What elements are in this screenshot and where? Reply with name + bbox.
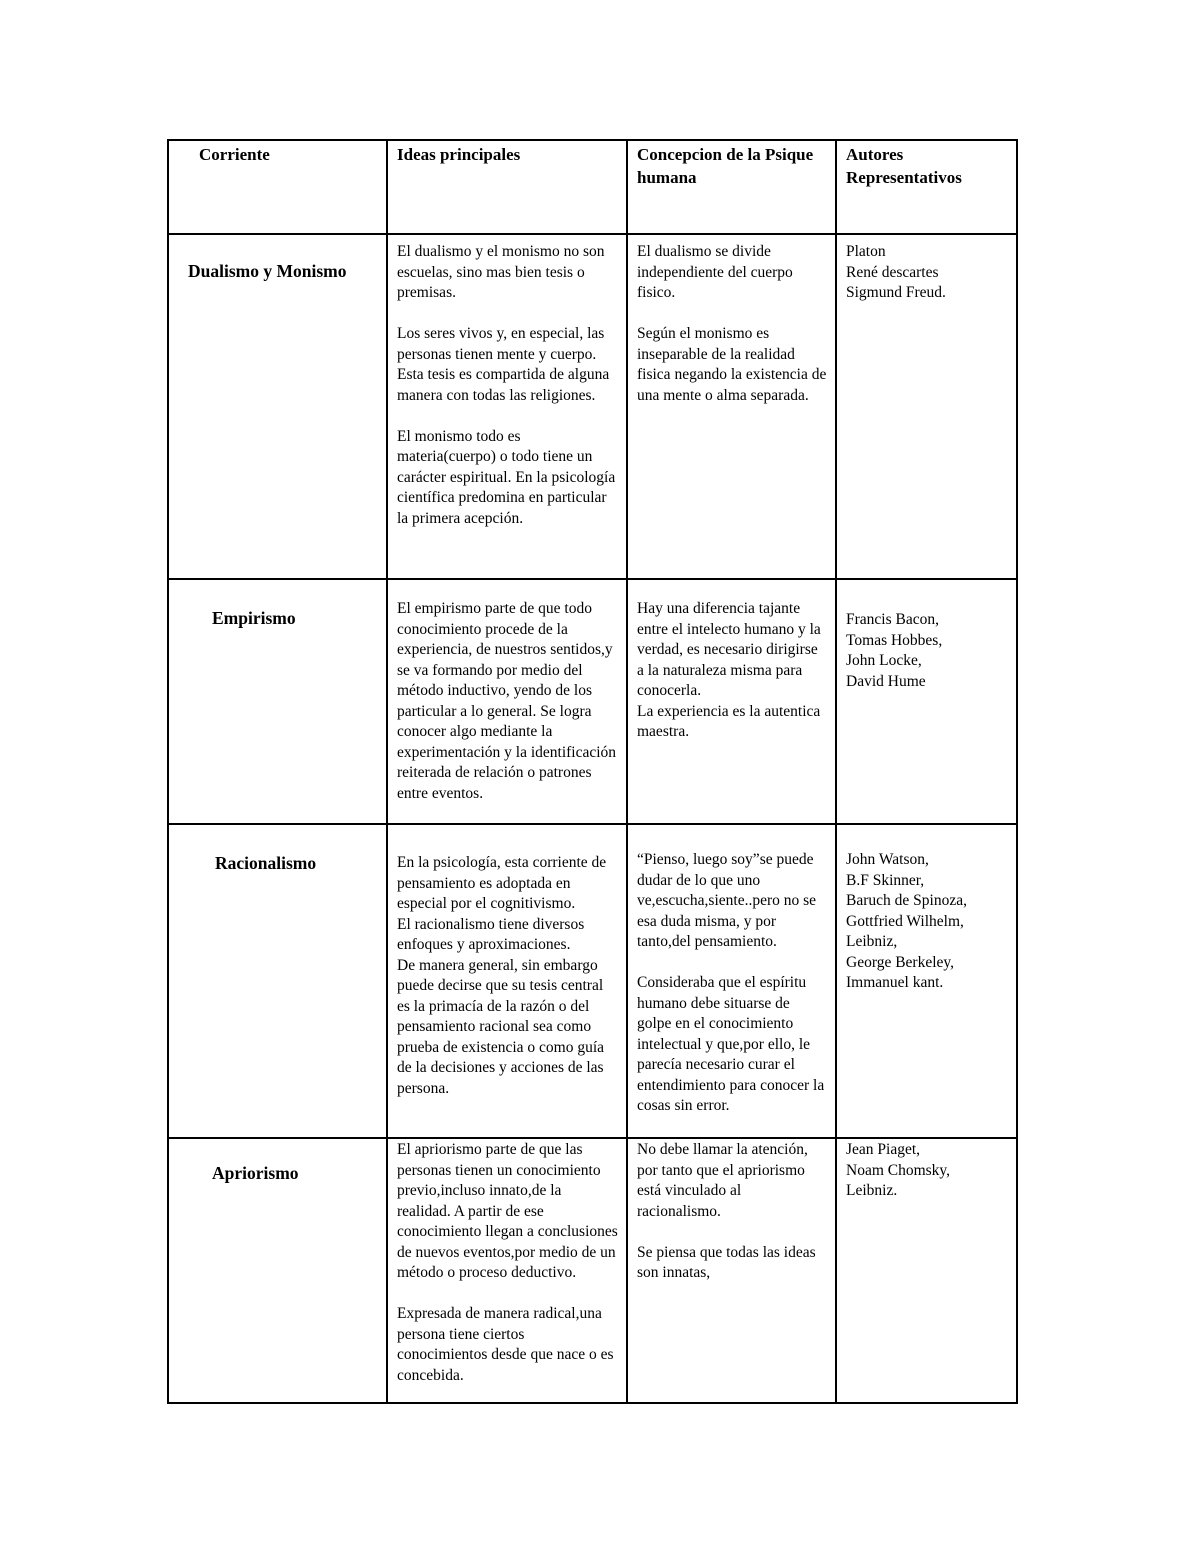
header-row [168, 140, 1017, 234]
concepcion-cell [627, 1138, 836, 1403]
ideas-paragraph [397, 1140, 618, 1284]
ideas-text-line: Expresada de manera radical,una persona tiene ciertos conocimientos desde que nace o es concebida. [397, 1305, 614, 1384]
ideas-text-line: El apriorismo parte de que las personas tienen un conocimiento previo,incluso innato,de la realidad. A partir de ese conocimiento llegan a conclusiones de nuevos eventos,por medio de un método o proceso deductivo. [397, 1141, 618, 1281]
ideas-cell [387, 1138, 627, 1403]
concepcion-paragraph [637, 599, 827, 743]
header-concepcion: Concepcion de la Psique humana [627, 140, 836, 234]
ideas-text-line: Los seres vivos y, en especial, las personas tienen mente y cuerpo. [397, 325, 605, 363]
table-row [168, 1138, 1017, 1403]
autores-text-line: Leibniz. [846, 1182, 898, 1199]
concepcion-cell [627, 579, 836, 824]
autores-text-line: John Locke, [846, 652, 922, 669]
autores-paragraph [846, 1140, 1008, 1202]
header-autores: Autores Representativos [836, 140, 1017, 234]
table-row [168, 824, 1017, 1138]
autores-paragraph [846, 242, 1008, 304]
header-corriente: Corriente [168, 140, 387, 234]
autores-text-line: Leibniz, [846, 933, 898, 950]
concepcion-cell [627, 824, 836, 1138]
autores-text-line: Noam Chomsky, [846, 1161, 951, 1179]
ideas-paragraph [397, 599, 618, 804]
ideas-text-line: En la psicología, esta corriente de pensamiento es adoptada en especial por el cognitivismo. [397, 854, 607, 912]
ideas-cell [387, 579, 627, 824]
concepcion-text-line: “Pienso, luego soy”se puede dudar de lo que uno ve,escucha,siente..pero no se esa duda misma, y por tanto,del pensamiento. [637, 851, 817, 950]
autores-text-line: René descartes [846, 263, 939, 281]
autores-text-line: Platon [846, 243, 886, 260]
concepcion-text-line: Consideraba que el espíritu humano debe situarse de golpe en el conocimiento intelectual y que,por ello, le parecía necesario curar el entendimiento para conocer la cosas sin error. [637, 974, 825, 1114]
ideas-paragraph [397, 853, 618, 1099]
corriente-name: Dualismo y Monismo [188, 261, 347, 281]
autores-text-line: Immanuel kant. [846, 974, 944, 991]
ideas-text-line: De manera general, sin embargo puede decirse que su tesis central es la primacía de la razón o del pensamiento racional sea como prueba de existencia o como guía de la decisiones y acciones de las persona. [397, 956, 605, 1097]
ideas-paragraph [397, 242, 618, 304]
concepcion-cell [627, 234, 836, 579]
concepcion-paragraph [637, 850, 827, 953]
corriente-name: Racionalismo [215, 853, 317, 873]
corriente-cell [168, 579, 387, 824]
autores-text-line: Francis Bacon, [846, 611, 939, 628]
ideas-text-line: Esta tesis es compartida de alguna manera con todas las religiones. [397, 366, 610, 404]
ideas-text-line: El monismo todo es materia(cuerpo) o todo tiene un carácter espiritual. En la psicología científica predomina en particular la primera acepción. [397, 427, 616, 527]
concepcion-paragraph [637, 324, 827, 406]
autores-text-line: John Watson, [846, 851, 929, 868]
concepcion-paragraph [637, 242, 827, 304]
autores-text-line: Jean Piaget, [846, 1141, 921, 1158]
autores-text-line: Sigmund Freud. [846, 284, 946, 301]
ideas-paragraph [397, 427, 618, 530]
concepcion-text-line: Según el monismo es inseparable de la realidad fisica negando la existencia de una mente o alma separada. [637, 325, 827, 404]
autores-paragraph [846, 850, 1008, 994]
concepcion-text-line: El dualismo se divide independiente del cuerpo fisico. [637, 243, 793, 301]
autores-text-line: Tomas Hobbes, [846, 631, 943, 649]
autores-text-line: George Berkeley, [846, 953, 955, 971]
ideas-paragraph [397, 1304, 618, 1386]
header-ideas: Ideas principales [387, 140, 627, 234]
autores-cell [836, 1138, 1017, 1403]
autores-cell [836, 579, 1017, 824]
ideas-cell [387, 824, 627, 1138]
corriente-cell [168, 234, 387, 579]
ideas-cell [387, 234, 627, 579]
corriente-name: Empirismo [212, 608, 296, 628]
concepcion-text-line: La experiencia es la autentica maestra. [637, 702, 821, 740]
autores-cell [836, 824, 1017, 1138]
corrientes-table [167, 139, 1018, 1404]
autores-cell [836, 234, 1017, 579]
concepcion-paragraph [637, 1140, 827, 1222]
corriente-cell [168, 1138, 387, 1403]
concepcion-paragraph [637, 1243, 827, 1284]
concepcion-text-line: Hay una diferencia tajante entre el intelecto humano y la verdad, es necesario dirigirse a la naturaleza misma para conocerla. [637, 600, 821, 699]
table-row [168, 234, 1017, 579]
concepcion-text-line: Se piensa que todas las ideas son innatas, [637, 1243, 816, 1281]
ideas-text-line: El racionalismo tiene diversos enfoques y aproximaciones. [397, 915, 585, 953]
corriente-cell [168, 824, 387, 1138]
concepcion-text-line: No debe llamar la atención, por tanto que el apriorismo está vinculado al racionalismo. [637, 1141, 808, 1220]
ideas-paragraph [397, 324, 618, 406]
autores-text-line: Gottfried Wilhelm, [846, 912, 964, 930]
autores-text-line: Baruch de Spinoza, [846, 892, 967, 909]
autores-text-line: B.F Skinner, [846, 871, 925, 889]
ideas-text-line: El empirismo parte de que todo conocimiento procede de la experiencia, de nuestros sentidos,y se va formando por medio del método inductivo, yendo de los particular a lo general. Se logra conocer algo mediante la experimentación y la identificación reiterada de relación o patrones entre eventos. [397, 600, 617, 802]
table-row [168, 579, 1017, 824]
autores-paragraph [846, 610, 1008, 692]
ideas-text-line: El dualismo y el monismo no son escuelas, sino mas bien tesis o premisas. [397, 243, 605, 301]
autores-text-line: David Hume [846, 672, 926, 690]
concepcion-paragraph [637, 973, 827, 1117]
corriente-name: Apriorismo [212, 1163, 299, 1183]
